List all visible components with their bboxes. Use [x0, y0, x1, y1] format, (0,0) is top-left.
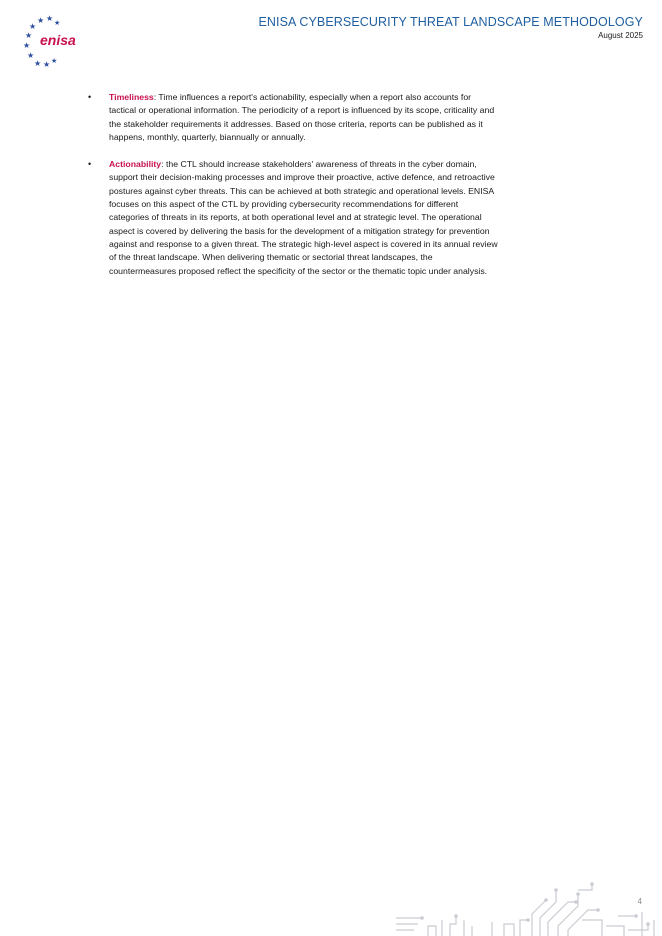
svg-text:★: ★ [43, 60, 51, 69]
svg-text:★: ★ [29, 22, 37, 31]
svg-text:★: ★ [23, 41, 31, 50]
list-item-text [109, 91, 498, 144]
list-item-timeliness [88, 91, 498, 144]
svg-text:★: ★ [37, 16, 45, 25]
bullet-icon: • [88, 159, 92, 170]
list-item-text [109, 158, 498, 278]
term-actionability: Actionability [109, 159, 162, 170]
svg-text:★: ★ [51, 57, 58, 65]
svg-text:★: ★ [27, 51, 35, 60]
list-item-actionability [88, 158, 498, 278]
term-timeliness: Timeliness [109, 92, 154, 102]
definition-timeliness: : Time influences a report's actionability, especially when a report also accounts for tactical or operational information. The periodicity of a report is influenced by its scope, criticality and the stakeholder requirements it addresses. Based on those criteria, reports can be published as it happens, monthly, quarterly, biannually or annually. [109, 92, 495, 142]
svg-text:★: ★ [54, 19, 61, 27]
svg-text:★: ★ [46, 14, 54, 23]
definition-actionability: : the CTL should increase stakeholders' awareness of threats in the cyber domain, support their decision-making processes and improve their proactive, active defence, and retroactive postures against cyber threats. This can be achieved at both strategic and operational levels. ENISA focuses on this aspect of the CTL by providing cybersecurity recommendations for different categories of threats in its reports, at both operational level and at strategic level. The operational aspect is covered by delivering the basis for the development of a mitigation strategy for prevention against and response to a given threat. The strategic high-level aspect is covered in its annual review of the threat landscape. When delivering thematic or sectorial threat landscapes, the countermeasures proposed reflect the specificity of the sector or the thematic topic under analysis. [109, 159, 498, 276]
svg-text:★: ★ [34, 59, 42, 68]
svg-text:★: ★ [25, 31, 33, 40]
document-title: ENISA CYBERSECURITY THREAT LANDSCAPE METHODOLOGY [258, 15, 643, 29]
main-content [88, 91, 498, 292]
page-number: 4 [637, 897, 642, 906]
bullet-icon: • [88, 92, 92, 102]
logo-wordmark: enisa [40, 32, 76, 48]
document-date: August 2025 [598, 31, 643, 40]
circuit-decoration-icon [392, 880, 662, 936]
